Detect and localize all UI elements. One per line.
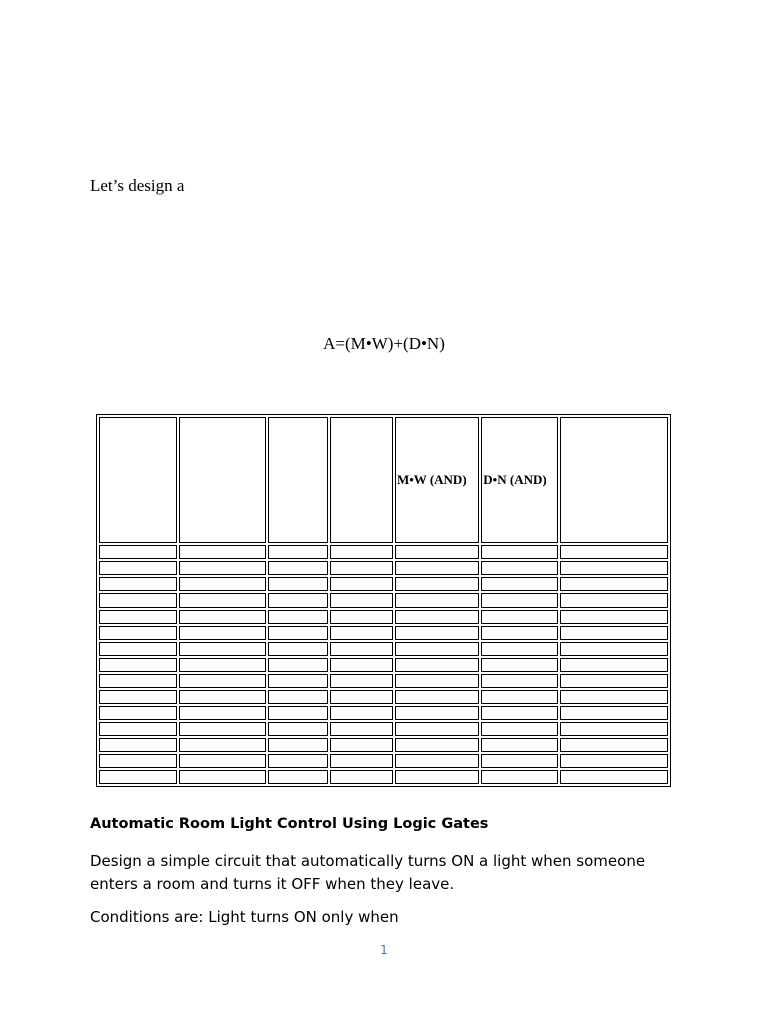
table-cell bbox=[481, 658, 557, 672]
table-cell bbox=[179, 561, 265, 575]
table-cell bbox=[99, 593, 177, 607]
table-cell bbox=[268, 754, 328, 768]
table-body bbox=[99, 417, 668, 784]
table-cell bbox=[268, 658, 328, 672]
table-cell bbox=[560, 626, 668, 640]
table-cell bbox=[395, 738, 479, 752]
table-cell bbox=[179, 722, 265, 736]
table-row bbox=[99, 754, 668, 768]
table-cell bbox=[560, 642, 668, 656]
table-cell bbox=[481, 738, 557, 752]
table-row bbox=[99, 770, 668, 784]
table-cell bbox=[330, 674, 393, 688]
table-cell bbox=[99, 577, 177, 591]
table-cell bbox=[560, 577, 668, 591]
table-cell bbox=[99, 642, 177, 656]
table-cell bbox=[268, 706, 328, 720]
table-cell bbox=[395, 658, 479, 672]
table-cell bbox=[330, 770, 393, 784]
table-row bbox=[99, 593, 668, 607]
table-cell bbox=[268, 593, 328, 607]
table-cell bbox=[99, 706, 177, 720]
table-cell bbox=[560, 706, 668, 720]
table-cell bbox=[560, 593, 668, 607]
table-cell bbox=[268, 690, 328, 704]
table-cell bbox=[179, 770, 265, 784]
table-cell bbox=[179, 610, 265, 624]
table-cell bbox=[268, 642, 328, 656]
table-cell bbox=[395, 690, 479, 704]
table-cell bbox=[179, 658, 265, 672]
truth-table bbox=[96, 414, 671, 787]
table-cell bbox=[560, 690, 668, 704]
table-row bbox=[99, 658, 668, 672]
table-cell bbox=[99, 738, 177, 752]
table-cell bbox=[330, 658, 393, 672]
table-cell bbox=[395, 722, 479, 736]
table-cell bbox=[481, 706, 557, 720]
header-cell bbox=[560, 417, 668, 543]
table-cell bbox=[268, 561, 328, 575]
table-cell bbox=[481, 593, 557, 607]
table-cell bbox=[179, 738, 265, 752]
table-cell bbox=[481, 545, 557, 559]
header-cell bbox=[179, 417, 265, 543]
table-cell bbox=[560, 674, 668, 688]
table-cell bbox=[481, 610, 557, 624]
table-cell bbox=[330, 706, 393, 720]
table-cell bbox=[268, 674, 328, 688]
table-cell bbox=[560, 610, 668, 624]
table-cell bbox=[395, 642, 479, 656]
table-cell bbox=[99, 770, 177, 784]
table-row bbox=[99, 722, 668, 736]
section-title: Automatic Room Light Control Using Logic Gates bbox=[90, 816, 489, 832]
table-row bbox=[99, 690, 668, 704]
table-cell bbox=[560, 658, 668, 672]
table-cell bbox=[99, 674, 177, 688]
table-cell bbox=[330, 690, 393, 704]
table-cell bbox=[395, 626, 479, 640]
formula: A=(M•W)+(D•N) bbox=[323, 334, 445, 353]
table-cell bbox=[395, 561, 479, 575]
description-paragraph: Design a simple circuit that automatically turns ON a light when someone enters a room and turns it OFF when they leave. bbox=[90, 852, 646, 893]
table-cell bbox=[330, 642, 393, 656]
table-cell bbox=[268, 722, 328, 736]
table-cell bbox=[481, 690, 557, 704]
table-cell bbox=[268, 626, 328, 640]
header-cell bbox=[330, 417, 393, 543]
table-cell bbox=[99, 658, 177, 672]
table-cell bbox=[179, 674, 265, 688]
table-cell bbox=[395, 593, 479, 607]
table-cell bbox=[179, 642, 265, 656]
table-cell bbox=[179, 626, 265, 640]
table-cell bbox=[395, 545, 479, 559]
table-cell bbox=[481, 754, 557, 768]
table-cell bbox=[560, 722, 668, 736]
table-row bbox=[99, 577, 668, 591]
table-cell bbox=[99, 626, 177, 640]
table-cell bbox=[179, 577, 265, 591]
table-cell bbox=[179, 690, 265, 704]
table-cell bbox=[330, 610, 393, 624]
table-cell bbox=[481, 770, 557, 784]
table-cell bbox=[330, 722, 393, 736]
table-row bbox=[99, 642, 668, 656]
table-cell bbox=[99, 722, 177, 736]
table-cell bbox=[560, 754, 668, 768]
table-header-row bbox=[99, 417, 668, 543]
conditions-paragraph: Conditions are: Light turns ON only when bbox=[90, 908, 399, 926]
intro-text: Let’s design a bbox=[90, 176, 185, 195]
table-cell bbox=[99, 690, 177, 704]
table-row bbox=[99, 738, 668, 752]
table-cell bbox=[560, 770, 668, 784]
table-row bbox=[99, 561, 668, 575]
table-row bbox=[99, 706, 668, 720]
table-cell bbox=[481, 674, 557, 688]
table-cell bbox=[268, 577, 328, 591]
table-cell bbox=[395, 754, 479, 768]
header-cell-mw-and: M•W (AND) bbox=[395, 417, 479, 543]
table-cell bbox=[268, 770, 328, 784]
table-cell bbox=[395, 610, 479, 624]
table-cell bbox=[330, 561, 393, 575]
table-cell bbox=[268, 545, 328, 559]
table-cell bbox=[330, 577, 393, 591]
table-row bbox=[99, 626, 668, 640]
table-cell bbox=[481, 626, 557, 640]
table-cell bbox=[481, 577, 557, 591]
table-cell bbox=[330, 738, 393, 752]
page-number: 1 bbox=[380, 943, 388, 957]
table-cell bbox=[560, 738, 668, 752]
table-cell bbox=[179, 754, 265, 768]
table-cell bbox=[179, 545, 265, 559]
table-cell bbox=[99, 754, 177, 768]
table-cell bbox=[99, 545, 177, 559]
table-cell bbox=[395, 577, 479, 591]
table-cell bbox=[560, 561, 668, 575]
header-cell-dn-and: D•N (AND) bbox=[481, 417, 557, 543]
table-cell bbox=[99, 561, 177, 575]
table-cell bbox=[179, 706, 265, 720]
table-cell bbox=[268, 610, 328, 624]
table-row bbox=[99, 674, 668, 688]
table-cell bbox=[395, 770, 479, 784]
table-cell bbox=[481, 642, 557, 656]
table-cell bbox=[481, 722, 557, 736]
table-row bbox=[99, 610, 668, 624]
table-cell bbox=[481, 561, 557, 575]
table-cell bbox=[179, 593, 265, 607]
header-cell bbox=[268, 417, 328, 543]
table-cell bbox=[395, 674, 479, 688]
table-cell bbox=[395, 706, 479, 720]
table-cell bbox=[268, 738, 328, 752]
table-cell bbox=[99, 610, 177, 624]
table-cell bbox=[560, 545, 668, 559]
table-cell bbox=[330, 593, 393, 607]
table-cell bbox=[330, 626, 393, 640]
table-cell bbox=[330, 754, 393, 768]
table-row bbox=[99, 545, 668, 559]
table-cell bbox=[330, 545, 393, 559]
header-cell bbox=[99, 417, 177, 543]
